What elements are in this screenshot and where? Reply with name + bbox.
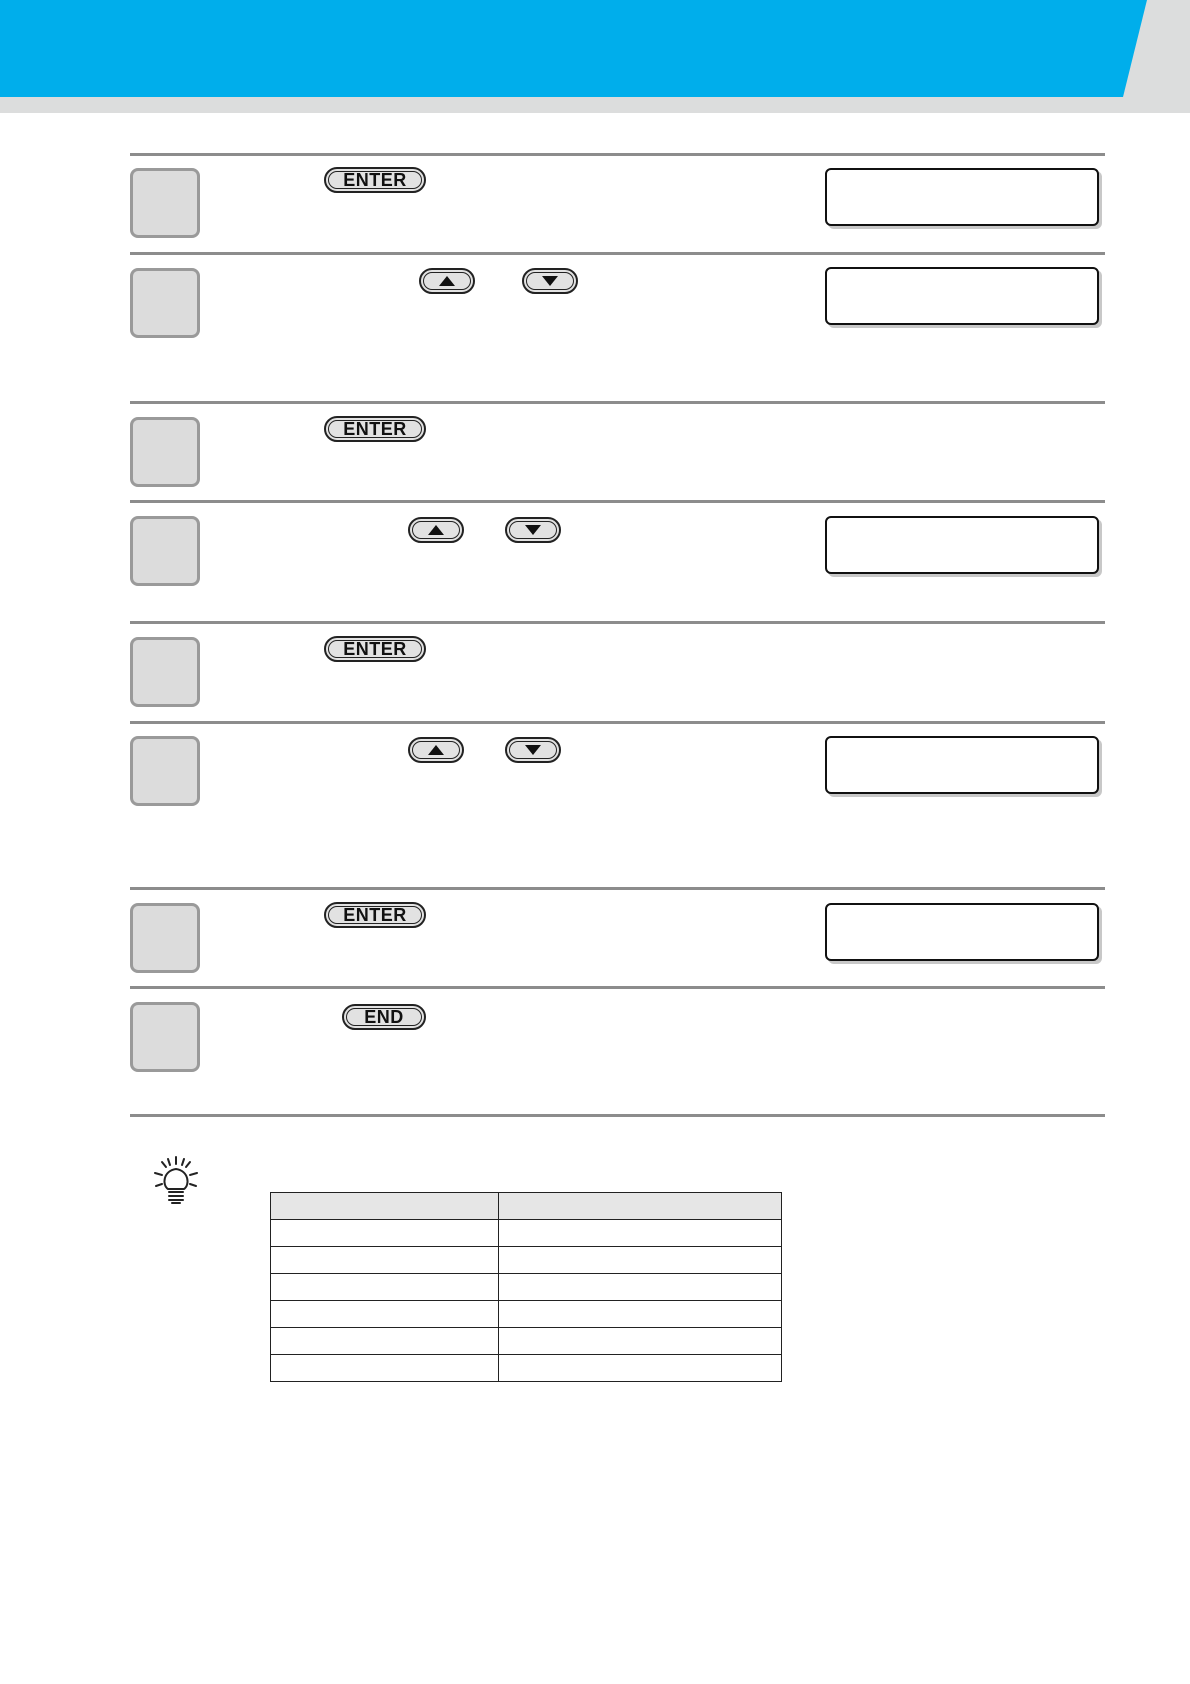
step-number-box — [130, 903, 200, 973]
lcd-display-panel — [825, 736, 1099, 794]
down-key[interactable] — [505, 737, 561, 763]
step-number-box — [130, 1002, 200, 1072]
step-number-box — [130, 516, 200, 586]
table-cell — [271, 1355, 499, 1382]
step-divider — [130, 401, 1105, 404]
up-key[interactable] — [408, 517, 464, 543]
lcd-display-panel — [825, 516, 1099, 574]
step-divider — [130, 721, 1105, 724]
down-arrow-icon — [525, 745, 541, 755]
table-cell — [271, 1274, 499, 1301]
step-number-box — [130, 637, 200, 707]
page-header-band — [0, 0, 1190, 113]
section-end-divider — [130, 1114, 1105, 1117]
enter-key-label: ENTER — [343, 639, 407, 659]
table-row — [271, 1355, 782, 1382]
enter-key-label: ENTER — [343, 170, 407, 190]
step-divider — [130, 500, 1105, 503]
table-cell — [271, 1328, 499, 1355]
step-divider — [130, 887, 1105, 890]
table-cell — [271, 1247, 499, 1274]
table-cell — [499, 1355, 782, 1382]
step-divider — [130, 153, 1105, 156]
enter-key[interactable] — [324, 902, 426, 928]
table-cell — [499, 1301, 782, 1328]
step-number-box — [130, 417, 200, 487]
step-number-box — [130, 168, 200, 238]
lcd-display-panel — [825, 168, 1099, 226]
end-key[interactable] — [342, 1004, 426, 1030]
up-arrow-icon — [428, 745, 444, 755]
table-cell — [499, 1220, 782, 1247]
end-key-label: END — [364, 1007, 404, 1027]
table-header-cell — [499, 1193, 782, 1220]
settings-table — [270, 1192, 782, 1382]
enter-key-label: ENTER — [343, 419, 407, 439]
table-row — [271, 1328, 782, 1355]
enter-key[interactable] — [324, 167, 426, 193]
up-key[interactable] — [419, 268, 475, 294]
table-row — [271, 1301, 782, 1328]
table-cell — [499, 1247, 782, 1274]
down-arrow-icon — [525, 525, 541, 535]
table-cell — [499, 1274, 782, 1301]
lightbulb-icon — [152, 1155, 200, 1205]
header-blue-bar — [0, 0, 1147, 97]
step-number-box — [130, 736, 200, 806]
step-divider — [130, 621, 1105, 624]
up-key[interactable] — [408, 737, 464, 763]
up-arrow-icon — [428, 525, 444, 535]
enter-key-label: ENTER — [343, 905, 407, 925]
table-header-row — [271, 1193, 782, 1220]
table-row — [271, 1274, 782, 1301]
step-divider — [130, 252, 1105, 255]
table-cell — [271, 1301, 499, 1328]
lcd-display-panel — [825, 267, 1099, 325]
down-arrow-icon — [542, 276, 558, 286]
table-cell — [271, 1220, 499, 1247]
table-row — [271, 1247, 782, 1274]
lcd-display-panel — [825, 903, 1099, 961]
enter-key[interactable] — [324, 416, 426, 442]
up-arrow-icon — [439, 276, 455, 286]
step-divider — [130, 986, 1105, 989]
table-header-cell — [271, 1193, 499, 1220]
step-number-box — [130, 268, 200, 338]
table-cell — [499, 1328, 782, 1355]
down-key[interactable] — [505, 517, 561, 543]
enter-key[interactable] — [324, 636, 426, 662]
table-row — [271, 1220, 782, 1247]
down-key[interactable] — [522, 268, 578, 294]
